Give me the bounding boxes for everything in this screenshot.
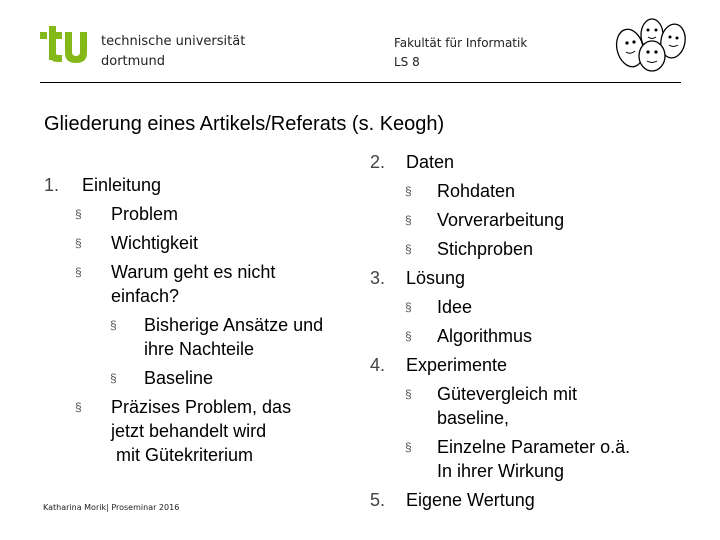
eggs-illustration <box>612 8 694 74</box>
sub-item-label: Idee <box>437 297 473 317</box>
sub-item-label-line-2: einfach? <box>111 286 180 306</box>
bullet-icon: § <box>75 207 82 221</box>
sub-item-vorverarbeitung <box>370 208 630 232</box>
sub-item-idee <box>370 295 630 319</box>
faculty-line-1: Fakultät für Informatik <box>394 36 528 50</box>
sub-item-label-line-2: In ihrer Wirkung <box>437 461 565 481</box>
item-number: 2. <box>370 152 386 172</box>
sub-item-label: Algorithmus <box>437 326 533 346</box>
outline-item-eigene-wertung <box>370 488 630 512</box>
sub-sub-item-label-line-2: ihre Nachteile <box>144 339 255 359</box>
sub-item-label: Vorverarbeitung <box>437 210 565 230</box>
left-outline <box>44 173 323 467</box>
sub-item-label-line-2: jetzt behandelt wird <box>111 421 267 441</box>
item-label: Lösung <box>406 268 466 288</box>
sub-sub-item-baseline <box>44 366 323 390</box>
outline-item-einleitung <box>44 173 323 197</box>
outline-item-experimente <box>370 353 630 377</box>
right-outline <box>370 150 630 512</box>
sub-sub-item-label: Baseline <box>144 368 214 388</box>
item-label: Daten <box>406 152 455 172</box>
sub-item-einzelne-parameter <box>370 435 630 483</box>
sub-item-label-line-1: Gütevergleich mit <box>437 384 578 404</box>
sub-item-label: Problem <box>111 204 179 224</box>
sub-sub-item-bisherige <box>44 313 323 361</box>
bullet-icon: § <box>75 400 82 414</box>
sub-item-wichtigkeit <box>44 231 323 255</box>
bullet-icon: § <box>110 318 117 332</box>
sub-item-rohdaten <box>370 179 630 203</box>
header-divider <box>40 82 681 83</box>
bullet-icon: § <box>405 329 412 343</box>
sub-item-warum <box>44 260 323 308</box>
item-number: 1. <box>44 175 60 195</box>
bullet-icon: § <box>405 184 412 198</box>
faculty-info <box>394 34 527 72</box>
sub-item-label: Stichproben <box>437 239 534 259</box>
bullet-icon: § <box>75 236 82 250</box>
item-number: 5. <box>370 490 386 510</box>
sub-item-label-line-1: Warum geht es nicht <box>111 262 276 282</box>
faculty-line-2: LS 8 <box>394 55 420 69</box>
bullet-icon: § <box>405 242 412 256</box>
item-number: 3. <box>370 268 386 288</box>
outline-item-loesung <box>370 266 630 290</box>
sub-sub-item-label-line-1: Bisherige Ansätze und <box>144 315 324 335</box>
outline-item-daten <box>370 150 630 174</box>
item-label: Experimente <box>406 355 508 375</box>
bullet-icon: § <box>405 440 412 454</box>
footer-text: Katharina Morik| Proseminar 2016 <box>43 503 180 512</box>
sub-item-praezises <box>44 395 323 467</box>
sub-item-label-line-1: Einzelne Parameter o.ä. <box>437 437 631 457</box>
university-name <box>101 32 245 72</box>
university-line-2: dortmund <box>101 54 166 69</box>
item-label: Eigene Wertung <box>406 490 535 510</box>
university-line-1: technische universität <box>101 34 246 49</box>
sub-item-guetevergleich <box>370 382 630 430</box>
item-number: 4. <box>370 355 386 375</box>
sub-item-label: Wichtigkeit <box>111 233 199 253</box>
sub-item-label-line-1: Präzises Problem, das <box>111 397 292 417</box>
sub-item-algorithmus <box>370 324 630 348</box>
bullet-icon: § <box>405 300 412 314</box>
bullet-icon: § <box>405 213 412 227</box>
sub-item-problem <box>44 202 323 226</box>
sub-item-label-line-3: mit Gütekriterium <box>111 445 254 465</box>
tu-logo <box>40 26 92 66</box>
bullet-icon: § <box>405 387 412 401</box>
slide-title: Gliederung eines Artikels/Referats (s. Keogh) <box>44 113 445 135</box>
sub-item-label-line-2: baseline, <box>437 408 510 428</box>
bullet-icon: § <box>110 371 117 385</box>
sub-item-label: Rohdaten <box>437 181 516 201</box>
bullet-icon: § <box>75 265 82 279</box>
sub-item-stichproben <box>370 237 630 261</box>
item-label: Einleitung <box>82 175 162 195</box>
